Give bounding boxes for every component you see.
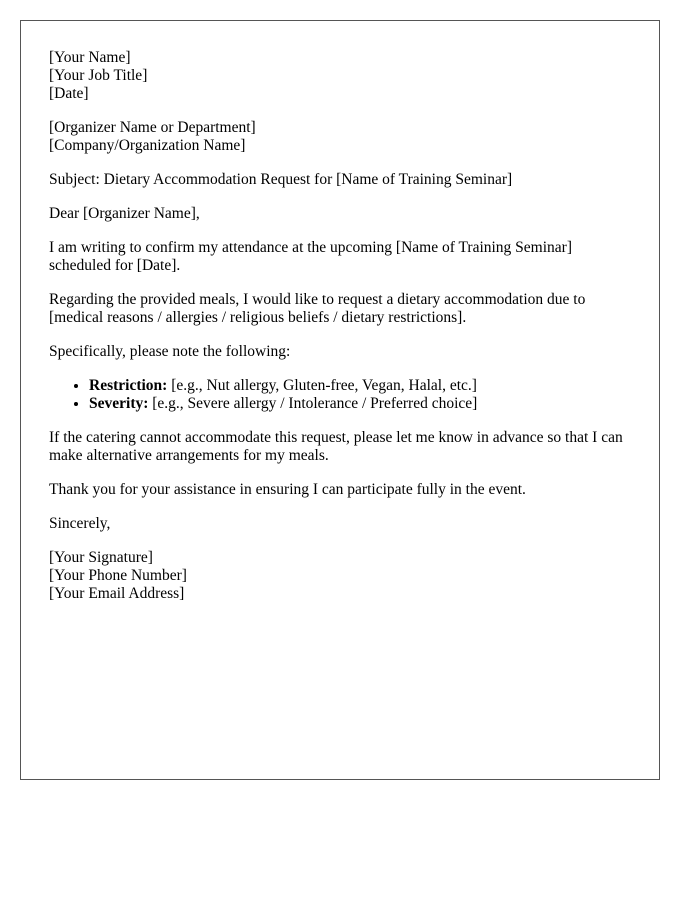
subject-line: Subject: Dietary Accommodation Request for [Name of Training Seminar]	[49, 171, 513, 188]
body-paragraph-attendance: I am writing to confirm my attendance at the upcoming [Name of Training Seminar] scheduled for [Date].	[49, 239, 572, 274]
signature-phone: [Your Phone Number]	[49, 567, 187, 584]
signature-block	[49, 549, 631, 603]
letter-page	[20, 20, 660, 780]
body-paragraph-thanks: Thank you for your assistance in ensuring I can participate fully in the event.	[49, 481, 526, 498]
sender-name: [Your Name]	[49, 49, 131, 66]
sender-job-title: [Your Job Title]	[49, 67, 148, 84]
restriction-value: [e.g., Nut allergy, Gluten-free, Vegan, Halal, etc.]	[167, 377, 477, 394]
sender-block	[49, 49, 631, 103]
recipient-organization: [Company/Organization Name]	[49, 137, 246, 154]
body-paragraph-catering: If the catering cannot accommodate this request, please let me know in advance so that I can make alternative arrangements for my meals.	[49, 429, 623, 464]
closing: Sincerely,	[49, 515, 111, 532]
details-list	[49, 377, 631, 413]
signature-name: [Your Signature]	[49, 549, 153, 566]
letter-date: [Date]	[49, 85, 89, 102]
body-paragraph-request: Regarding the provided meals, I would like to request a dietary accommodation due to [medical reasons / allergies / religious beliefs / dietary restrictions].	[49, 291, 586, 326]
salutation: Dear [Organizer Name],	[49, 205, 200, 222]
severity-value: [e.g., Severe allergy / Intolerance / Preferred choice]	[148, 395, 478, 412]
severity-label: Severity:	[89, 395, 149, 412]
list-item-severity	[89, 395, 631, 413]
body-paragraph-specifics: Specifically, please note the following:	[49, 343, 291, 360]
recipient-block	[49, 119, 631, 155]
signature-email: [Your Email Address]	[49, 585, 185, 602]
list-item-restriction	[89, 377, 631, 395]
recipient-organizer: [Organizer Name or Department]	[49, 119, 256, 136]
restriction-label: Restriction:	[89, 377, 168, 394]
